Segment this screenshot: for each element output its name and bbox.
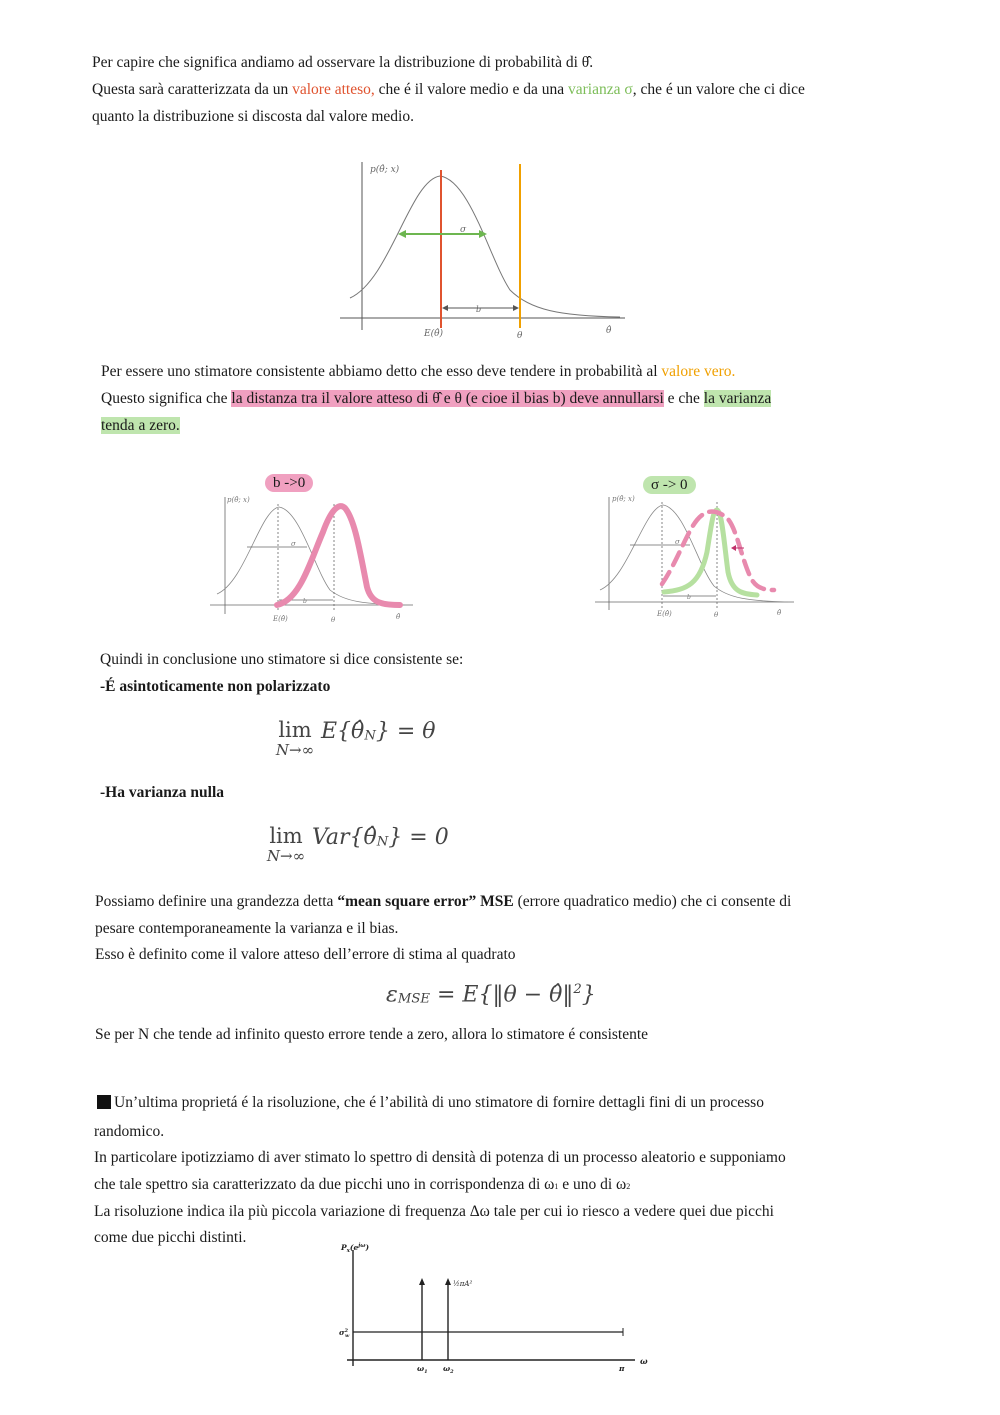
mse-line-2: pesare contemporaneamente la varianza e il bias. — [95, 920, 399, 937]
math-subscript: MSE — [397, 991, 430, 1007]
x-axis-label: θ̂ — [396, 613, 401, 621]
mse-line-1 — [95, 893, 791, 911]
label-span: (e — [349, 1243, 359, 1252]
mse-line-3: Esso è definito come il valore atteso dell’errore di stima al quadrato — [95, 946, 516, 963]
theta-tick-label: θ — [331, 616, 336, 624]
bias-highlight: la distanza tra il valore atteso di θ̂ e θ (e cioe il bias b) deve annullarsi — [231, 390, 664, 407]
text-span: Questa sarà caratterizzata da un — [92, 81, 293, 98]
variance-term: varianza σ — [567, 81, 633, 98]
bias-to-zero-figure — [205, 492, 420, 627]
limit-operator: lim — [278, 718, 312, 742]
bias-label: b — [476, 305, 482, 314]
subscript: 1 — [554, 1182, 559, 1191]
label-span: ω — [443, 1364, 451, 1373]
intro-line-3: quanto la distribuzione si discosta dal valore medio. — [92, 108, 414, 125]
math-span: ε — [386, 982, 398, 1008]
label-span: ) — [365, 1243, 370, 1252]
original-density-curve — [662, 512, 774, 591]
x-axis-label: θ̂ — [777, 609, 782, 617]
omega-axis-label: ω — [640, 1356, 648, 1366]
true-value-term: valore vero. — [661, 363, 736, 380]
variance-tag: σ -> 0 — [643, 476, 696, 494]
pi-label: π — [619, 1364, 625, 1373]
arrow-head — [731, 545, 736, 551]
noise-label — [339, 1328, 350, 1339]
label-span: σ — [339, 1328, 345, 1337]
label-span: P — [341, 1243, 347, 1252]
intro-line-2 — [92, 81, 805, 99]
consistency-line-3 — [101, 417, 180, 435]
resolution-line-3: In particolare ipotizziamo di aver stimato lo spettro di densità di potenza di un processo aleatorio e supponiamo — [94, 1149, 786, 1166]
x-axis-label: θ̂ — [606, 326, 612, 336]
label-subscript: w — [345, 1333, 350, 1339]
y-axis-label — [340, 1243, 369, 1254]
math-span: E{θ̂ — [321, 719, 365, 744]
omega1-label — [417, 1364, 428, 1375]
sigma-label: σ — [291, 540, 296, 548]
density-curve — [350, 176, 620, 317]
math-subscript: N — [376, 834, 389, 850]
expected-tick-label: E(θ̂) — [657, 610, 672, 618]
expected-tick-label: E(θ̂) — [273, 615, 288, 623]
text-span: Possiamo definire una grandezza detta — [95, 893, 338, 910]
sigma-label: σ — [675, 538, 680, 546]
omega2-label — [443, 1364, 454, 1375]
math-superscript: 2 — [573, 982, 582, 997]
arrow-head — [513, 305, 519, 311]
bias-tag: b ->0 — [265, 474, 313, 492]
variance-highlight: la varianza — [703, 390, 772, 407]
label-subscript: 1 — [424, 1369, 428, 1375]
consistency-line-1 — [101, 363, 735, 381]
arrow-head — [445, 1278, 451, 1285]
formula-body — [321, 718, 436, 750]
limit-subscript: N→∞ — [266, 847, 306, 865]
limit-subscript: N→∞ — [275, 741, 315, 759]
text-span: e che — [663, 390, 704, 407]
math-span: = E{‖θ − θ̂‖ — [429, 982, 574, 1008]
conclusion-line: Quindi in conclusione uno stimatore si dice consistente se: — [100, 651, 464, 668]
math-span: } = 0 — [388, 825, 449, 850]
text-span: che tale spettro sia caratterizzato da due picchi uno in corrispondenza di ω — [94, 1176, 555, 1193]
bias-label: b — [687, 594, 691, 601]
y-axis-label: p(θ̂; x) — [370, 165, 400, 175]
resolution-line-4 — [94, 1176, 630, 1196]
condition-unbiased: -É asintoticamente non polarizzato — [100, 678, 331, 695]
consistency-line-2 — [101, 390, 771, 408]
theta-tick-label: θ — [714, 611, 719, 619]
peak-label: ½πA² — [453, 1280, 473, 1288]
math-span: Var{θ̂ — [312, 825, 377, 850]
variance-highlight: tenda a zero. — [101, 417, 180, 434]
limit-operator: lim — [269, 824, 303, 848]
text-span: Questo significa che — [101, 390, 232, 407]
mse-term: “mean square error” MSE — [337, 893, 514, 910]
text-span: , che é un valore che ci dice — [632, 81, 805, 98]
label-superscript: 2 — [344, 1328, 349, 1334]
mse-conclusion: Se per N che tende ad infinito questo errore tende a zero, allora lo stimatore é consistente — [95, 1026, 649, 1043]
label-superscript: jω — [358, 1243, 366, 1249]
resolution-line-2: randomico. — [94, 1123, 165, 1140]
resolution-line-1: Un’ultima proprietá é la risoluzione, che é l’abilità di uno stimatore di fornire dettagli fini di un processo — [114, 1094, 764, 1111]
subscript: 2 — [626, 1182, 631, 1191]
expected-value-term: valore atteso, — [292, 81, 375, 98]
variance-to-zero-figure — [592, 492, 802, 622]
expected-tick-label: E(θ̂) — [424, 329, 444, 339]
bullet-square-icon — [97, 1095, 111, 1109]
text-span: Per essere uno stimatore consistente abbiamo detto che esso deve tendere in probabilità al — [101, 363, 662, 380]
label-subscript: x — [346, 1248, 350, 1254]
text-span: e uno di ω — [558, 1176, 627, 1193]
resolution-line-5: La risoluzione indica ila più piccola variazione di frequenza Δω tale per cui io riesco a vedere quei due picchi — [94, 1203, 774, 1220]
arrow-head — [442, 305, 448, 311]
text-span: che é il valore medio e da una — [374, 81, 568, 98]
math-subscript: N — [364, 728, 376, 744]
label-subscript: 2 — [450, 1369, 454, 1375]
y-axis-label: p(θ̂; x) — [612, 495, 635, 503]
arrow-head — [479, 230, 487, 238]
text-span: (errore quadratico medio) che ci consente di — [513, 893, 792, 910]
bias-label: b — [303, 598, 307, 605]
distribution-figure — [330, 150, 630, 345]
math-span: } = θ — [375, 719, 436, 744]
label-span: ω — [417, 1364, 425, 1373]
formula-body — [312, 824, 449, 856]
resolution-line-6: come due picchi distinti. — [94, 1229, 247, 1246]
spectrum-figure — [335, 1240, 655, 1375]
sigma-label: σ — [460, 225, 467, 235]
arrow-head — [419, 1278, 425, 1285]
formula-mse — [386, 975, 596, 1015]
theta-tick-label: θ — [517, 331, 523, 341]
math-span: } — [581, 982, 596, 1008]
condition-zero-variance: -Ha varianza nulla — [100, 784, 225, 801]
y-axis-label: p(θ̂; x) — [227, 496, 250, 504]
intro-line-1: Per capire che significa andiamo ad osservare la distribuzione di probabilità di θ̂. — [92, 54, 594, 71]
